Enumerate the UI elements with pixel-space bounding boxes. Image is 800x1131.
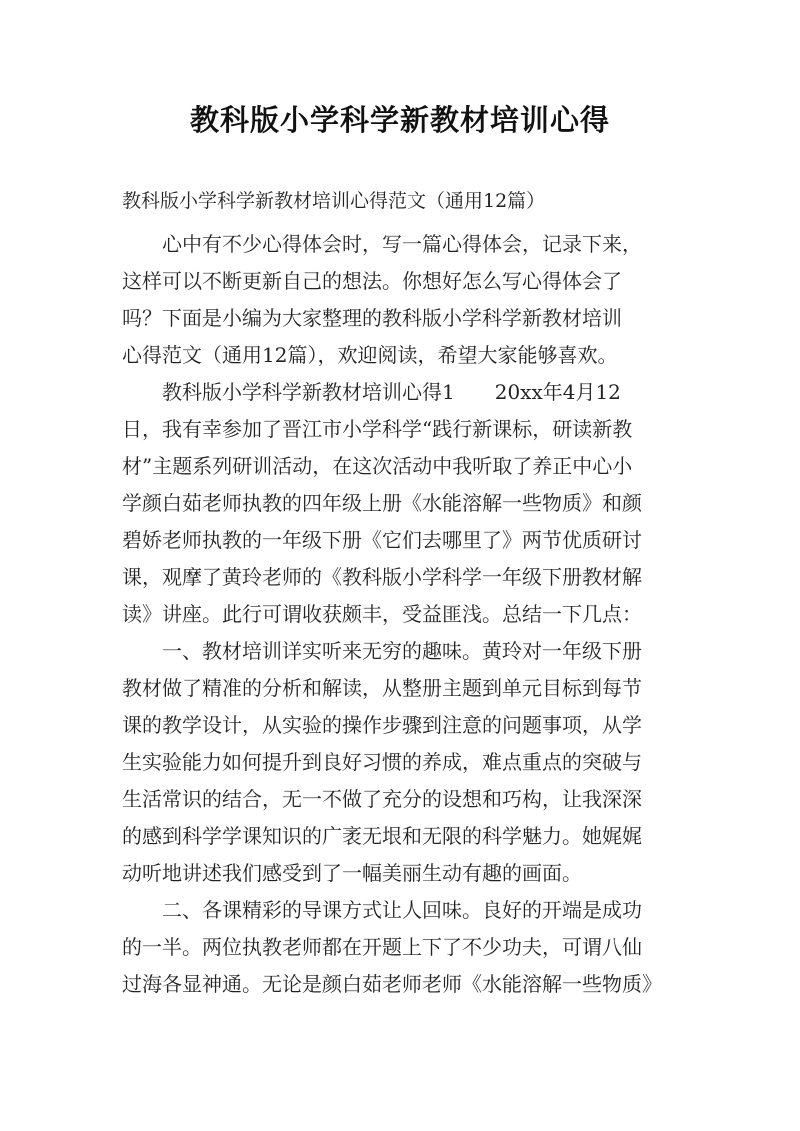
body-line: 一、教材培训详实听来无穷的趣味。黄玲对一年级下册: [162, 639, 642, 663]
body-line: 读》讲座。此行可谓收获颇丰，受益匪浅。总结一下几点：: [122, 602, 642, 626]
document-body: [122, 226, 688, 1003]
document-title: 教科版小学科学新教材培训心得: [189, 103, 610, 137]
body-line: 过海各显神通。无论是颜白茹老师老师《水能溶解一些物质》: [122, 972, 662, 996]
body-line: 生实验能力如何提升到良好习惯的养成，难点重点的突破与: [122, 750, 642, 774]
body-line: 日，我有幸参加了晋江市小学科学“践行新课标，研读新教: [122, 417, 633, 441]
body-line: 学颜白茹老师执教的四年级上册《水能溶解一些物质》和颜: [122, 491, 642, 515]
body-line: 碧娇老师执教的一年级下册《它们去哪里了》两节优质研讨: [122, 528, 642, 552]
body-line: 的一半。两位执教老师都在开题上下了不少功夫，可谓八仙: [122, 935, 642, 959]
document-subtitle: 教科版小学科学新教材培训心得范文（通用12篇）: [122, 190, 546, 212]
body-line: 材”主题系列研训活动，在这次活动中我听取了养正中心小: [122, 454, 633, 478]
body-line: 教材做了精准的分析和解读，从整册主题到单元目标到每节: [122, 676, 642, 700]
body-line: 课的教学设计，从实验的操作步骤到注意的问题事项，从学: [122, 713, 642, 737]
body-line: 心得范文（通用12篇），欢迎阅读，希望大家能够喜欢。: [122, 343, 618, 367]
body-line: 心中有不少心得体会时，写一篇心得体会，记录下来，: [162, 232, 642, 256]
body-line: 教科版小学科学新教材培训心得1 20xx年4月12: [162, 380, 621, 404]
body-line: 动听地讲述我们感受到了一幅美丽生动有趣的画面。: [122, 861, 582, 885]
body-line: 生活常识的结合，无一不做了充分的设想和巧构，让我深深: [122, 787, 642, 811]
body-line: 二、各课精彩的导课方式让人回味。良好的开端是成功: [162, 898, 642, 922]
body-line: 课，观摩了黄玲老师的《教科版小学科学一年级下册教材解: [122, 565, 642, 589]
body-line: 吗？下面是小编为大家整理的教科版小学科学新教材培训: [122, 306, 622, 330]
body-line: 的感到科学学课知识的广袤无垠和无限的科学魅力。她娓娓: [122, 824, 642, 848]
body-line: 这样可以不断更新自己的想法。你想好怎么写心得体会了: [122, 269, 622, 293]
